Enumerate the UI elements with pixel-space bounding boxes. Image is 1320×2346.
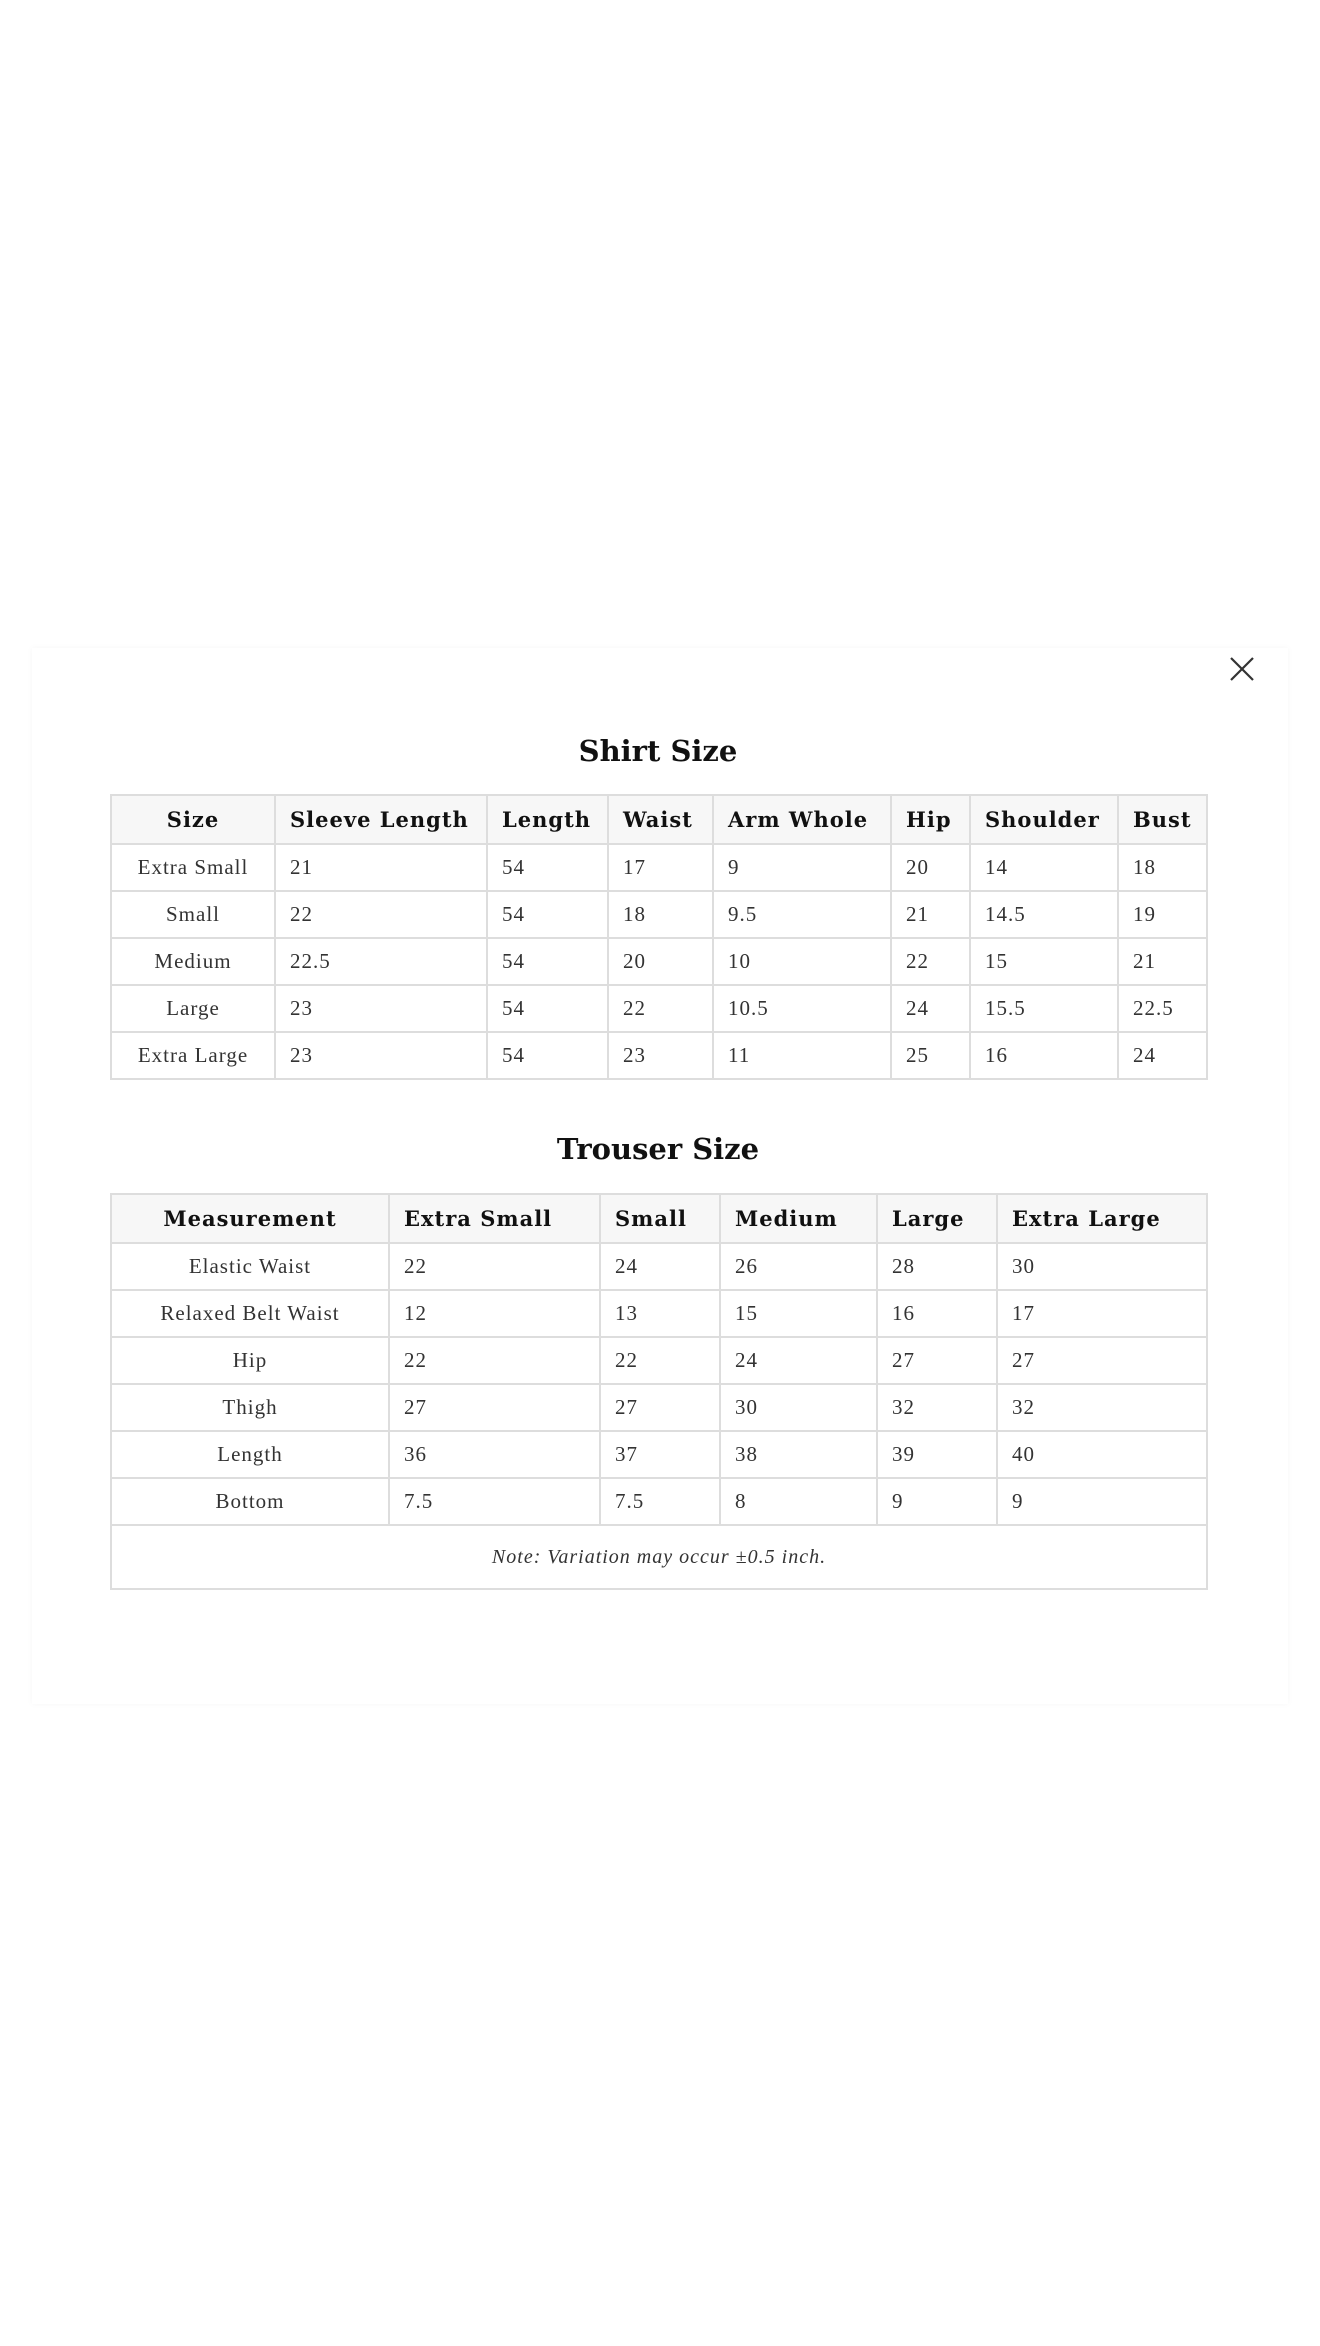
table-row bbox=[111, 1032, 1207, 1079]
table-cell: 54 bbox=[487, 1032, 608, 1079]
column-header: Extra Large bbox=[997, 1194, 1207, 1243]
table-row bbox=[111, 1337, 1207, 1384]
table-cell: 18 bbox=[608, 891, 713, 938]
table-cell: 9 bbox=[877, 1478, 997, 1525]
shirt-size-title: Shirt Size bbox=[578, 734, 738, 768]
table-cell: 8 bbox=[720, 1478, 877, 1525]
table-cell: 25 bbox=[891, 1032, 970, 1079]
size-label-cell: Extra Large bbox=[111, 1032, 275, 1079]
table-cell: 21 bbox=[1118, 938, 1207, 985]
table-cell: 15 bbox=[720, 1290, 877, 1337]
table-cell: 21 bbox=[891, 891, 970, 938]
measurement-label-cell: Thigh bbox=[111, 1384, 389, 1431]
size-label-cell: Medium bbox=[111, 938, 275, 985]
table-cell: 17 bbox=[997, 1290, 1207, 1337]
table-cell: 16 bbox=[877, 1290, 997, 1337]
table-cell: 14 bbox=[970, 844, 1118, 891]
table-cell: 32 bbox=[877, 1384, 997, 1431]
table-cell: 11 bbox=[713, 1032, 891, 1079]
table-cell: 24 bbox=[600, 1243, 720, 1290]
table-cell: 54 bbox=[487, 938, 608, 985]
table-cell: 9.5 bbox=[713, 891, 891, 938]
table-row bbox=[111, 891, 1207, 938]
size-label-cell: Extra Small bbox=[111, 844, 275, 891]
table-cell: 10.5 bbox=[713, 985, 891, 1032]
table-row bbox=[111, 985, 1207, 1032]
table-header-row bbox=[111, 795, 1207, 844]
table-header-row bbox=[111, 1194, 1207, 1243]
table-cell: 13 bbox=[600, 1290, 720, 1337]
table-row bbox=[111, 844, 1207, 891]
size-label-cell: Small bbox=[111, 891, 275, 938]
table-cell: 10 bbox=[713, 938, 891, 985]
column-header: Large bbox=[877, 1194, 997, 1243]
table-cell: 22 bbox=[389, 1243, 600, 1290]
trouser-size-title: Trouser Size bbox=[556, 1132, 760, 1166]
measurement-label-cell: Length bbox=[111, 1431, 389, 1478]
table-cell: 22 bbox=[891, 938, 970, 985]
column-header: Hip bbox=[891, 795, 970, 844]
table-cell: 15.5 bbox=[970, 985, 1118, 1032]
table-cell: 17 bbox=[608, 844, 713, 891]
column-header: Small bbox=[600, 1194, 720, 1243]
column-header: Bust bbox=[1118, 795, 1207, 844]
close-button[interactable] bbox=[1227, 654, 1257, 684]
table-row bbox=[111, 1384, 1207, 1431]
table-cell: 54 bbox=[487, 844, 608, 891]
note-row bbox=[111, 1525, 1207, 1589]
table-row bbox=[111, 1431, 1207, 1478]
shirt-size-table bbox=[110, 794, 1208, 1080]
table-cell: 28 bbox=[877, 1243, 997, 1290]
table-cell: 9 bbox=[997, 1478, 1207, 1525]
table-cell: 27 bbox=[877, 1337, 997, 1384]
table-cell: 27 bbox=[389, 1384, 600, 1431]
table-cell: 27 bbox=[997, 1337, 1207, 1384]
measurement-label-cell: Bottom bbox=[111, 1478, 389, 1525]
table-cell: 39 bbox=[877, 1431, 997, 1478]
table-row bbox=[111, 1243, 1207, 1290]
table-cell: 7.5 bbox=[600, 1478, 720, 1525]
table-cell: 30 bbox=[720, 1384, 877, 1431]
table-cell: 24 bbox=[1118, 1032, 1207, 1079]
table-cell: 26 bbox=[720, 1243, 877, 1290]
column-header: Sleeve Length bbox=[275, 795, 487, 844]
table-cell: 38 bbox=[720, 1431, 877, 1478]
table-cell: 15 bbox=[970, 938, 1118, 985]
column-header: Arm Whole bbox=[713, 795, 891, 844]
measurement-label-cell: Hip bbox=[111, 1337, 389, 1384]
table-cell: 22 bbox=[600, 1337, 720, 1384]
table-row bbox=[111, 1478, 1207, 1525]
close-icon bbox=[1227, 654, 1257, 684]
table-cell: 54 bbox=[487, 985, 608, 1032]
column-header: Extra Small bbox=[389, 1194, 600, 1243]
column-header: Size bbox=[111, 795, 275, 844]
table-cell: 54 bbox=[487, 891, 608, 938]
table-cell: 14.5 bbox=[970, 891, 1118, 938]
table-cell: 22 bbox=[389, 1337, 600, 1384]
table-cell: 18 bbox=[1118, 844, 1207, 891]
table-row bbox=[111, 938, 1207, 985]
table-cell: 23 bbox=[608, 1032, 713, 1079]
measurement-label-cell: Elastic Waist bbox=[111, 1243, 389, 1290]
column-header: Shoulder bbox=[970, 795, 1118, 844]
table-cell: 36 bbox=[389, 1431, 600, 1478]
table-cell: 22 bbox=[608, 985, 713, 1032]
table-cell: 21 bbox=[275, 844, 487, 891]
column-header: Length bbox=[487, 795, 608, 844]
column-header: Waist bbox=[608, 795, 713, 844]
table-cell: 24 bbox=[891, 985, 970, 1032]
table-cell: 16 bbox=[970, 1032, 1118, 1079]
table-cell: 23 bbox=[275, 1032, 487, 1079]
size-label-cell: Large bbox=[111, 985, 275, 1032]
table-cell: 22.5 bbox=[1118, 985, 1207, 1032]
trouser-size-table bbox=[110, 1193, 1208, 1590]
variation-note: Note: Variation may occur ±0.5 inch. bbox=[111, 1525, 1207, 1589]
table-cell: 40 bbox=[997, 1431, 1207, 1478]
table-cell: 23 bbox=[275, 985, 487, 1032]
table-cell: 20 bbox=[608, 938, 713, 985]
table-cell: 22 bbox=[275, 891, 487, 938]
table-cell: 30 bbox=[997, 1243, 1207, 1290]
column-header: Measurement bbox=[111, 1194, 389, 1243]
table-cell: 9 bbox=[713, 844, 891, 891]
table-cell: 37 bbox=[600, 1431, 720, 1478]
column-header: Medium bbox=[720, 1194, 877, 1243]
table-cell: 27 bbox=[600, 1384, 720, 1431]
table-cell: 20 bbox=[891, 844, 970, 891]
table-cell: 24 bbox=[720, 1337, 877, 1384]
measurement-label-cell: Relaxed Belt Waist bbox=[111, 1290, 389, 1337]
table-cell: 12 bbox=[389, 1290, 600, 1337]
table-cell: 7.5 bbox=[389, 1478, 600, 1525]
table-cell: 19 bbox=[1118, 891, 1207, 938]
table-cell: 32 bbox=[997, 1384, 1207, 1431]
table-row bbox=[111, 1290, 1207, 1337]
table-cell: 22.5 bbox=[275, 938, 487, 985]
